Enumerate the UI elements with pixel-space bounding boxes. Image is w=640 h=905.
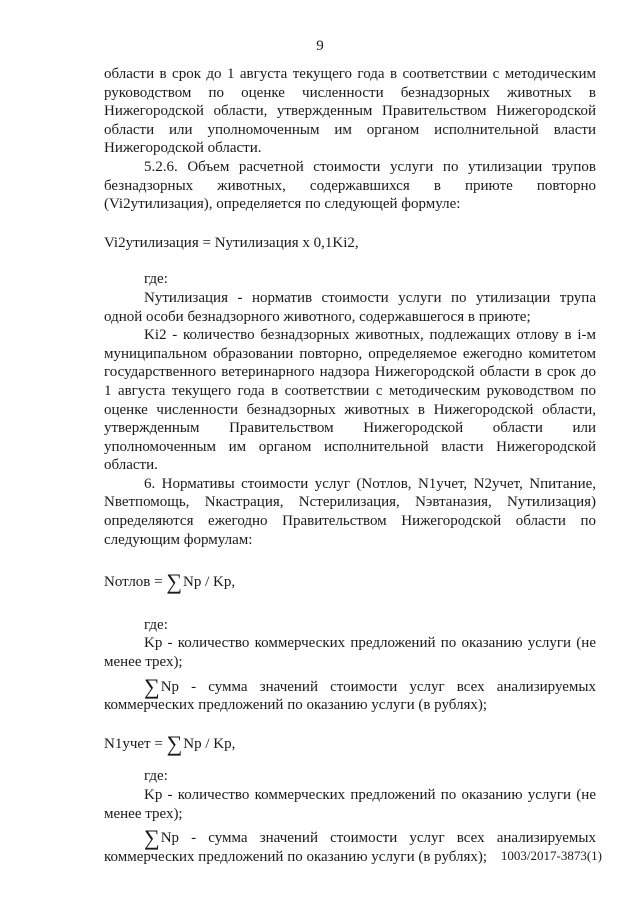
- np-symbol: Np: [160, 830, 180, 847]
- paragraph-ki2: Ki2 - количество безнадзорных животных, подлежащих отлову в i-м муниципальном образовании повторно, определяемое ежегодно комитетом государственного ветеринарного надзора Нижегородской области в срок до 1 августа текущего года в соответствии с методическим руководством по оценке численности безнадзорных животных в Нижегородской области, утвержденным Правительством Нижегородской области или уполномоченным им органом исполнительной власти Нижегородской области.: [104, 327, 596, 474]
- page-number: 9: [316, 38, 324, 54]
- np-symbol: Np: [160, 678, 180, 695]
- paragraph-sum-np-1: [104, 673, 596, 715]
- formula-n-otlov: [104, 569, 596, 595]
- document-code: 1003/2017-3873(1): [500, 848, 602, 863]
- paragraph-sum-np-1-text: - сумма значений стоимости услуг всех анализируемых коммерческих предложений по оказанию услуги (в рублях);: [104, 678, 596, 714]
- paragraph-kp-2: Kp - количество коммерческих предложений по оказанию услуги (не менее трех);: [104, 787, 596, 822]
- where-label-3: где:: [144, 768, 168, 785]
- where-label-2: где:: [144, 616, 168, 633]
- paragraph-n-utilization: Nутилизация - норматив стоимости услуги по утилизации трупа одной особи безнадзорного животного, содержавшегося в приюте;: [104, 289, 596, 325]
- sigma-symbol: ∑: [144, 825, 160, 851]
- where-label-1: где:: [144, 271, 168, 288]
- paragraph-sum-np-2-text: - сумма значений стоимости услуг всех анализируемых коммерческих предложений по оказанию услуги (в рублях);: [104, 830, 596, 865]
- paragraph-continuation: области в срок до 1 августа текущего года в соответствии с методическим руководством по оценке численности безнадзорных животных в Нижегородской области, утвержденным Правительством Нижегородской области или уполномоченным им органом исполнительной власти Нижегородской области.: [104, 66, 596, 157]
- formula-n1-uchet-lhs: N1учет =: [104, 735, 167, 752]
- paragraph-6: 6. Нормативы стоимости услуг (Nотлов, N1учет, N2учет, Nпитание, Nветпомощь, Nкастрация, Nстерилизация, Nэвтаназия, Nутилизация) определяются ежегодно Правительством Нижегородской области по следующим формулам:: [104, 475, 596, 548]
- formula-n1-uchet-rhs: Np / Kp,: [183, 735, 236, 752]
- sigma-symbol: ∑: [166, 730, 183, 756]
- formula-n-otlov-rhs: Np / Kp,: [183, 574, 236, 591]
- sigma-symbol: ∑: [166, 569, 183, 595]
- paragraph-kp-1: Kp - количество коммерческих предложений по оказанию услуги (не менее трех);: [104, 635, 596, 671]
- formula-n-otlov-lhs: Nотлов =: [104, 574, 167, 591]
- formula-vi2-utilization: Vi2утилизация = Nутилизация х 0,1Ki2,: [104, 234, 359, 251]
- formula-n1-uchet: [104, 730, 596, 756]
- sigma-symbol: ∑: [144, 673, 160, 699]
- document-body: [104, 65, 596, 866]
- paragraph-5-2-6: 5.2.6. Объем расчетной стоимости услуги по утилизации трупов безнадзорных животных, содержавшихся в приюте повторно (Vi2утилизация), определяется по следующей формуле:: [104, 158, 596, 213]
